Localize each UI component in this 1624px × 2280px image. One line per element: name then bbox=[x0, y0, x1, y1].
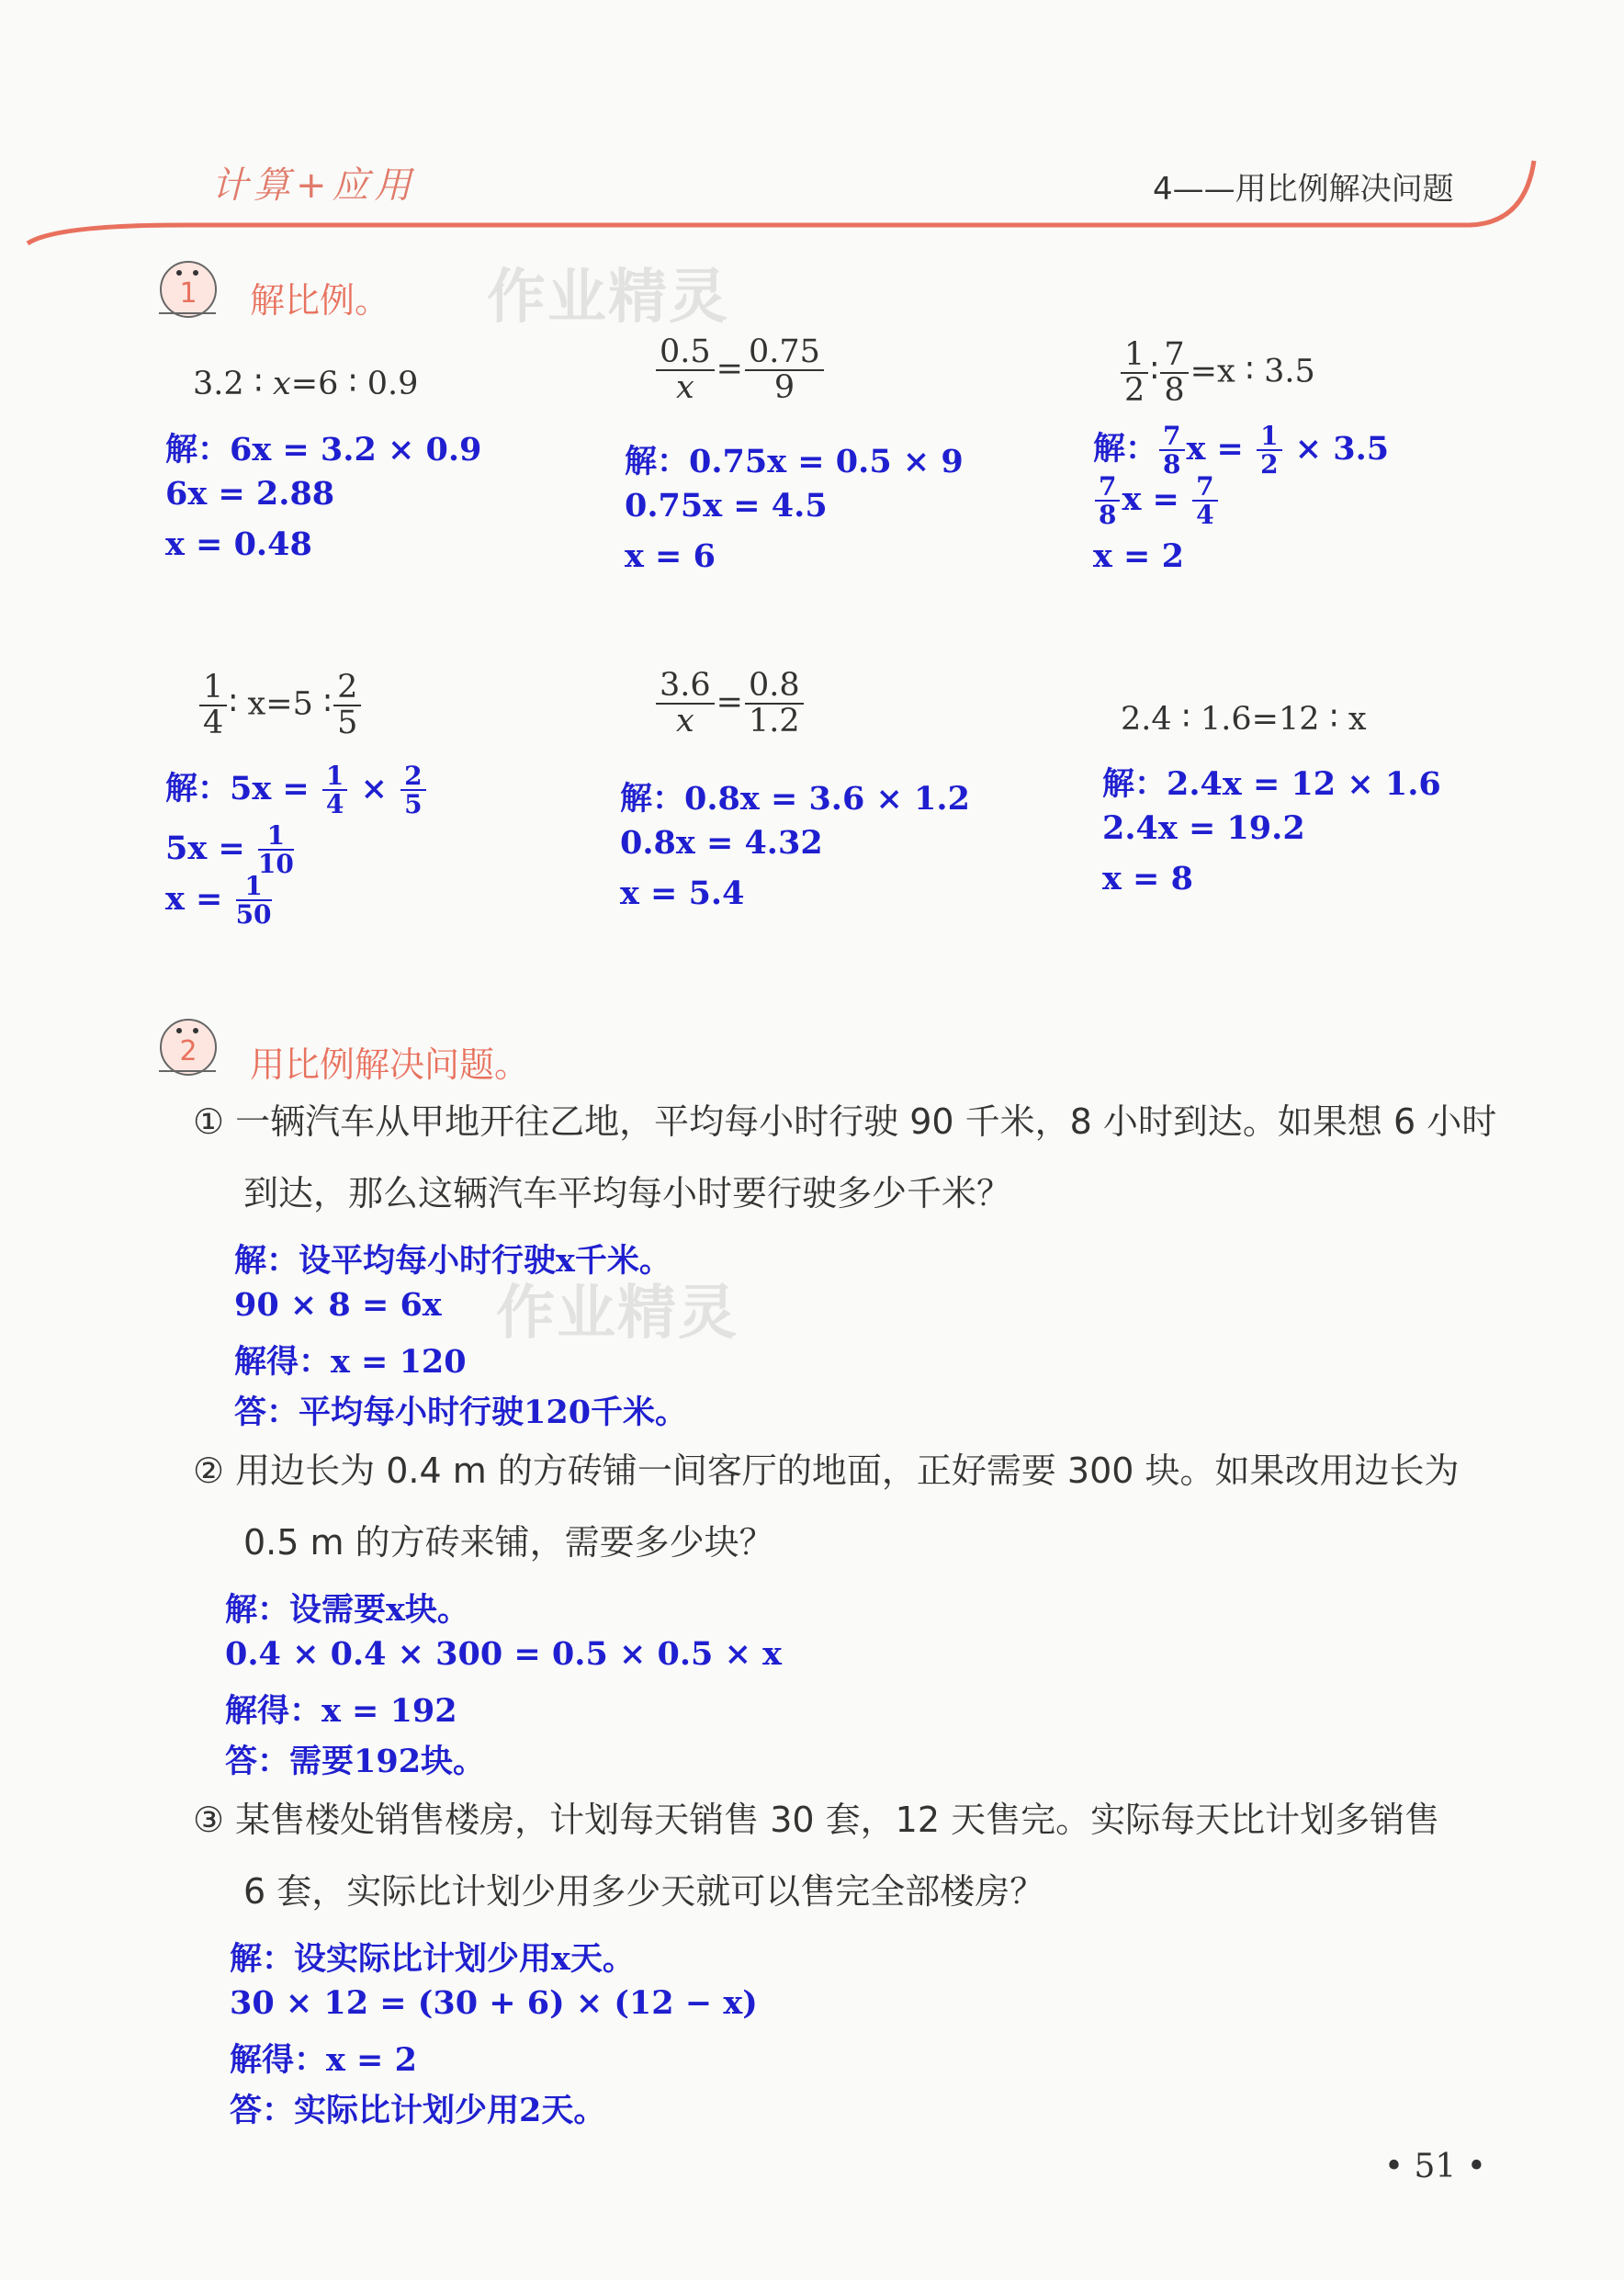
section1-title: 解比例。 bbox=[250, 280, 390, 321]
answer-1-line2: 6x = 2.88 bbox=[165, 475, 335, 513]
word-answer-1-line2: 90 × 8 = 6x bbox=[234, 1286, 442, 1324]
word-answer-1-line4: 答：平均每小时行驶120千米。 bbox=[234, 1394, 688, 1431]
bird-number-icon bbox=[152, 253, 223, 324]
word-problem-2-line2: 0.5 m 的方砖来铺，需要多少块？ bbox=[243, 1522, 774, 1563]
svg-text:1: 1 bbox=[179, 277, 197, 310]
answer-5-line2: 0.8x = 4.32 bbox=[620, 824, 823, 862]
word-problem-3-line1: ③ 某售楼处销售楼房，计划每天销售 30 套，12 天售完。实际每天比计划多销售 bbox=[193, 1800, 1440, 1840]
word-problem-2-line1: ② 用边长为 0.4 m 的方砖铺一间客厅的地面，正好需要 300 块。如果改用边长为 bbox=[193, 1450, 1460, 1491]
equation-1: 3.2 ∶ x=6 ∶ 0.9 bbox=[193, 366, 419, 402]
answer-2-line3: x = 6 bbox=[625, 537, 716, 575]
word-answer-2-line1: 解：设需要x块。 bbox=[225, 1591, 469, 1629]
section2-title: 用比例解决问题。 bbox=[250, 1044, 530, 1085]
word-answer-3-line4: 答：实际比计划少用2天。 bbox=[230, 2092, 606, 2129]
answer-6-line1: 解：2.4x = 12 × 1.6 bbox=[1102, 765, 1441, 803]
answer-6-line2: 2.4x = 19.2 bbox=[1102, 809, 1305, 847]
word-answer-2-line4: 答：需要192块。 bbox=[225, 1743, 486, 1780]
page-number: • 51 • bbox=[1383, 2148, 1486, 2185]
watermark: 作业精灵 bbox=[487, 264, 729, 332]
answer-2-line1: 解：0.75x = 0.5 × 9 bbox=[625, 443, 964, 480]
answer-4-line2: 5x = $\frac{1}{10}$ bbox=[165, 820, 294, 880]
answer-6-line3: x = 8 bbox=[1102, 860, 1193, 897]
equation-3: $\frac{1}{2}$ ∶ $\frac{7}{8}$ =x ∶ 3.5 bbox=[1119, 338, 1315, 408]
answer-2-line2: 0.75x = 4.5 bbox=[625, 487, 828, 525]
word-answer-1-line1: 解：设平均每小时行驶x千米。 bbox=[234, 1242, 671, 1280]
word-problem-1-line1: ① 一辆汽车从甲地开往乙地，平均每小时行驶 90 千米，8 小时到达。如果想 6 小时 bbox=[193, 1101, 1497, 1142]
answer-3-line3: x = 2 bbox=[1093, 537, 1184, 575]
answer-3-line1: 解： $\frac{7}{8}$ x = $\frac{1}{2}$ × 3.5 bbox=[1093, 421, 1390, 480]
equation-6: 2.4 ∶ 1.6=12 ∶ x bbox=[1121, 701, 1367, 738]
word-answer-3-line1: 解：设实际比计划少用x天。 bbox=[230, 1940, 635, 1978]
equation-4: $\frac{1}{4}$ ∶ x=5 ∶ $\frac{2}{5}$ bbox=[197, 671, 363, 740]
answer-1-line1: 解：6x = 3.2 × 0.9 bbox=[165, 431, 482, 468]
word-answer-2-line3: 解得：x = 192 bbox=[225, 1692, 457, 1730]
bird-number-icon bbox=[152, 1010, 223, 1082]
answer-5-line1: 解：0.8x = 3.6 × 1.2 bbox=[620, 780, 970, 818]
word-answer-3-line3: 解得：x = 2 bbox=[230, 2041, 417, 2079]
answer-4-line3: x = $\frac{1}{50}$ bbox=[165, 871, 272, 931]
answer-5-line3: x = 5.4 bbox=[620, 875, 745, 912]
word-problem-3-line2: 6 套，实际比计划少用多少天就可以售完全部楼房？ bbox=[243, 1871, 1045, 1912]
header-title: 计算+应用 bbox=[211, 164, 417, 207]
equation-2: $\frac{0.5}{x}$ = $\frac{0.75}{9}$ bbox=[654, 335, 826, 405]
word-answer-3-line2: 30 × 12 = (30 + 6) × (12 − x) bbox=[230, 1984, 758, 2022]
equation-5: $\frac{3.6}{x}$ = $\frac{0.8}{1.2}$ bbox=[654, 669, 806, 739]
answer-3-line2: $\frac{7}{8}$ x = $\frac{7}{4}$ bbox=[1093, 473, 1220, 529]
header-chapter: 4——用比例解决问题 bbox=[1153, 171, 1454, 208]
watermark: 作业精灵 bbox=[496, 1280, 739, 1348]
word-problem-1-line2: 到达，那么这辆汽车平均每小时要行驶多少千米？ bbox=[243, 1173, 1012, 1213]
answer-4-line1: 解：5x = $\frac{1}{4}$ × $\frac{2}{5}$ bbox=[165, 762, 428, 818]
answer-1-line3: x = 0.48 bbox=[165, 525, 312, 563]
word-answer-1-line3: 解得：x = 120 bbox=[234, 1343, 467, 1381]
svg-text:2: 2 bbox=[179, 1035, 197, 1067]
word-answer-2-line2: 0.4 × 0.4 × 300 = 0.5 × 0.5 × x bbox=[225, 1635, 782, 1673]
